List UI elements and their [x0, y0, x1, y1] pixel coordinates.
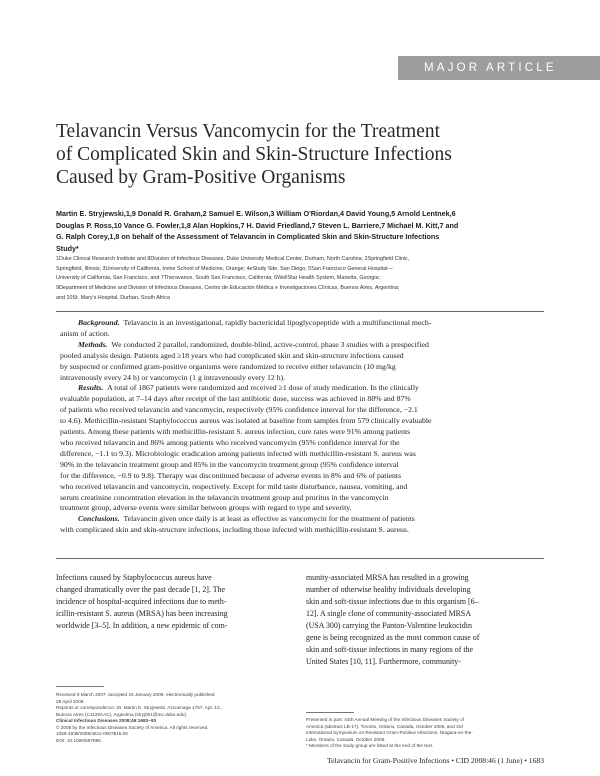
- abstract-background: [60, 318, 544, 329]
- footnote-right: [306, 717, 546, 750]
- title-line: of Complicated Skin and Skin-Structure Infections: [56, 144, 452, 165]
- abstract-line: of patients who received telavancin and vancomycin, respectively (95% confidence interval for the difference, −2.1: [60, 405, 418, 415]
- footnote-line: America (abstract LB-17), Toronto, Ontario, Canada, October 2006, and 3rd: [306, 723, 463, 729]
- affiliation-line: Springfield, Illinois; 3University of California, Irvine School of Medicine, Orange; 4eStudy Site, San Diego, 5San Francisco General Hospital—: [56, 265, 393, 272]
- journal-citation: Clinical Infectious Diseases 2008;46:1683–93: [56, 718, 157, 723]
- abstract-methods: [60, 340, 544, 351]
- running-footer: Telavancin for Gram-Positive Infections • CID 2008:46 (1 June) • 1683: [327, 756, 544, 765]
- body-column-left: [56, 572, 268, 632]
- article-type-banner: MAJOR ARTICLE: [398, 56, 600, 80]
- abstract-line: anism of action.: [60, 328, 110, 338]
- footnote-line: 1058-4838/2008/4611-0007$15.00: [56, 731, 128, 736]
- abstract-line: who received telavancin and 86% among patients who received vancomycin (95% confidence interval for the: [60, 437, 400, 447]
- abstract-line: pooled analysis design. Patients aged ≥18 years who had complicated skin and skin-structure infections caused: [60, 350, 404, 360]
- footnote-line: Received 8 March 2007; accepted 15 January 2008; electronically published: [56, 692, 215, 697]
- abstract-conclusions: [60, 514, 544, 525]
- abstract-line: for the difference, −0.9 to 9.8). Therapy was discontinued because of adverse events in 8% and 6% of patients: [60, 470, 402, 480]
- footnote-line: Reprints or correspondence: Dr. Martin E. Stryjewski, Azcuenaga 1757, Apt. 1C,: [56, 705, 222, 710]
- footnote-line: 28 April 2008.: [56, 698, 85, 704]
- abstract-line: intravenously every 24 h) or vancomycin (1 g intravenously every 12 h).: [60, 372, 286, 382]
- body-line: worldwide [3–5]. In addition, a new epidemic of com-: [56, 621, 228, 631]
- footnote-line: International Symposium on Resistant Gram-Positive Infections, Niagara-on-the-: [306, 730, 473, 735]
- abstract-heading: Methods.: [78, 339, 108, 349]
- body-line: skin and soft-tissue infections in many regions of the: [306, 645, 473, 655]
- footnote-rule-right: [306, 712, 354, 713]
- body-line: icillin-resistant S. aureus (MRSA) has been increasing: [56, 609, 228, 619]
- abstract-line: difference, −1.1 to 9.3). Microbiologic eradication among patients infected with methicillin-resistant S. aureus was: [60, 448, 416, 458]
- abstract-line: who received telavancin and vancomycin, respectively. Except for mild taste disturbance, nausea, vomiting, and: [60, 481, 408, 491]
- body-line: United States [10, 11]. Furthermore, community-: [306, 657, 461, 667]
- abstract-line: A total of 1867 patients were randomized and received ≥1 dose of study medication. In the clinically: [107, 383, 419, 393]
- author-line: Study*: [56, 243, 79, 253]
- abstract-top-rule: [56, 311, 544, 312]
- footnote-rule-left: [56, 686, 104, 687]
- abstract-heading: Conclusions.: [78, 514, 120, 524]
- affiliation-line: 9Department of Medicine and Division of Infectious Diseases, Centro de Educación Médica e Investigaciones Clínicas, Buenos Aires, Argentina;: [56, 285, 400, 292]
- body-line: Infections caused by Staphylococcus aureus have: [56, 573, 212, 582]
- abstract: [60, 318, 544, 536]
- body-column-right: [306, 572, 518, 668]
- affiliation-line: University of California, San Francisco, and 7Theravance, South San Francisco, California; 6WellStar Health System, Marietta, Georgia;: [56, 275, 381, 282]
- footnote-line: * Members of the study group are listed at the end of the text.: [306, 743, 434, 748]
- body-line: gene is being recognized as the most common cause of: [306, 633, 480, 643]
- abstract-line: 90% in the telavancin treatment group and 85% in the vancomycin treatment group (95% confidence interval: [60, 459, 399, 469]
- abstract-results: [60, 383, 544, 394]
- footnote-line: Lake, Ontario, Canada, October 2006.: [306, 736, 386, 742]
- title-line: Telavancin Versus Vancomycin for the Treatment: [56, 121, 441, 142]
- article-title: [56, 120, 496, 189]
- body-line: 12]. A single clone of community-associated MRSA: [306, 609, 472, 619]
- abstract-bottom-rule: [56, 558, 544, 559]
- abstract-line: evaluable population, at 7–14 days after receipt of the last antibiotic dose, success was achieved in 88% and 87%: [60, 394, 411, 404]
- author-line: Martin E. Stryjewski,1,9 Donald R. Graham,2 Samuel E. Wilson,3 William O'Riordan,4 David Young,5 Arnold Lentnek,6: [56, 209, 456, 218]
- footnote-line: Presented in part: 44th Annual Meeting of the Infectious Diseases Society of: [306, 717, 464, 722]
- footnote-left: [56, 692, 276, 744]
- doi: DOI: 10.1086/587896: [56, 737, 101, 743]
- abstract-line: treatment group, adverse events were similar between groups with regard to type and severity.: [60, 503, 352, 513]
- author-line: G. Ralph Corey,1,8 on behalf of the Assessment of Telavancin in Complicated Skin and Skin-Structure Infections: [56, 232, 440, 241]
- body-line: changed dramatically over the past decade [1, 2]. The: [56, 585, 225, 595]
- abstract-heading: Background.: [78, 318, 120, 327]
- body-line: munity-associated MRSA has resulted in a growing: [306, 573, 469, 582]
- abstract-line: by suspected or confirmed gram-positive organisms were randomized to receive either telavancin (10 mg/kg: [60, 361, 396, 371]
- abstract-line: with complicated skin and skin-structure infections, including those infected with methicillin-resistant S. aureus.: [60, 525, 409, 535]
- affiliation-line: and 10St. Mary's Hospital, Durban, South Africa: [56, 294, 170, 301]
- body-line: number of otherwise healthy individuals developing: [306, 585, 471, 595]
- abstract-heading: Results.: [78, 383, 104, 393]
- author-line: Douglas P. Ross,10 Vance G. Fowler,1,8 Alan Hopkins,7 H. David Friedland,7 Steven L. Barriere,7 Michael M. Kitt,7 and: [56, 220, 459, 230]
- footnote-line: © 2008 by the Infectious Diseases Society of America. All rights reserved.: [56, 724, 209, 730]
- body-line: skin and soft-tissue infections due to this organism [6–: [306, 597, 479, 607]
- body-line: incidence of hospital-acquired infections due to meth-: [56, 597, 227, 607]
- abstract-line: patients. Among these patients with methicillin-resistant S. aureus infection, cure rates were 91% among patients: [60, 427, 411, 437]
- author-list: [56, 208, 544, 254]
- abstract-line: We conducted 2 parallel, randomized, double-blind, active-control, phase 3 studies with a prespecified: [111, 339, 429, 349]
- abstract-line: to 4.6). Methicillin-resistant Staphylococcus aureus was isolated at baseline from samples from 579 clinically evaluable: [60, 416, 432, 426]
- affiliations: [56, 255, 544, 304]
- body-line: (USA 300) carrying the Panton-Valentine leukocidin: [306, 621, 472, 631]
- abstract-line: serum creatinine concentration elevation in the telavancin treatment group and pruritus in the vancomycin: [60, 492, 389, 502]
- title-line: Caused by Gram-Positive Organisms: [56, 167, 346, 188]
- affiliation-line: 1Duke Clinical Research Institute and 8Division of Infectious Diseases, Duke University Medical Center, Durham, North Carolina; 2Springfield Clinic,: [56, 256, 410, 262]
- abstract-line: Telavancin is an investigational, rapidly bactericidal lipoglycopeptide with a multifunctional mech-: [123, 318, 432, 327]
- footnote-line: Buenos Aires (C1128AAC), Argentina (stryj001@mc.duke.edu).: [56, 711, 188, 717]
- abstract-line: Telavancin given once daily is at least as effective as vancomycin for the treatment of patients: [123, 514, 415, 524]
